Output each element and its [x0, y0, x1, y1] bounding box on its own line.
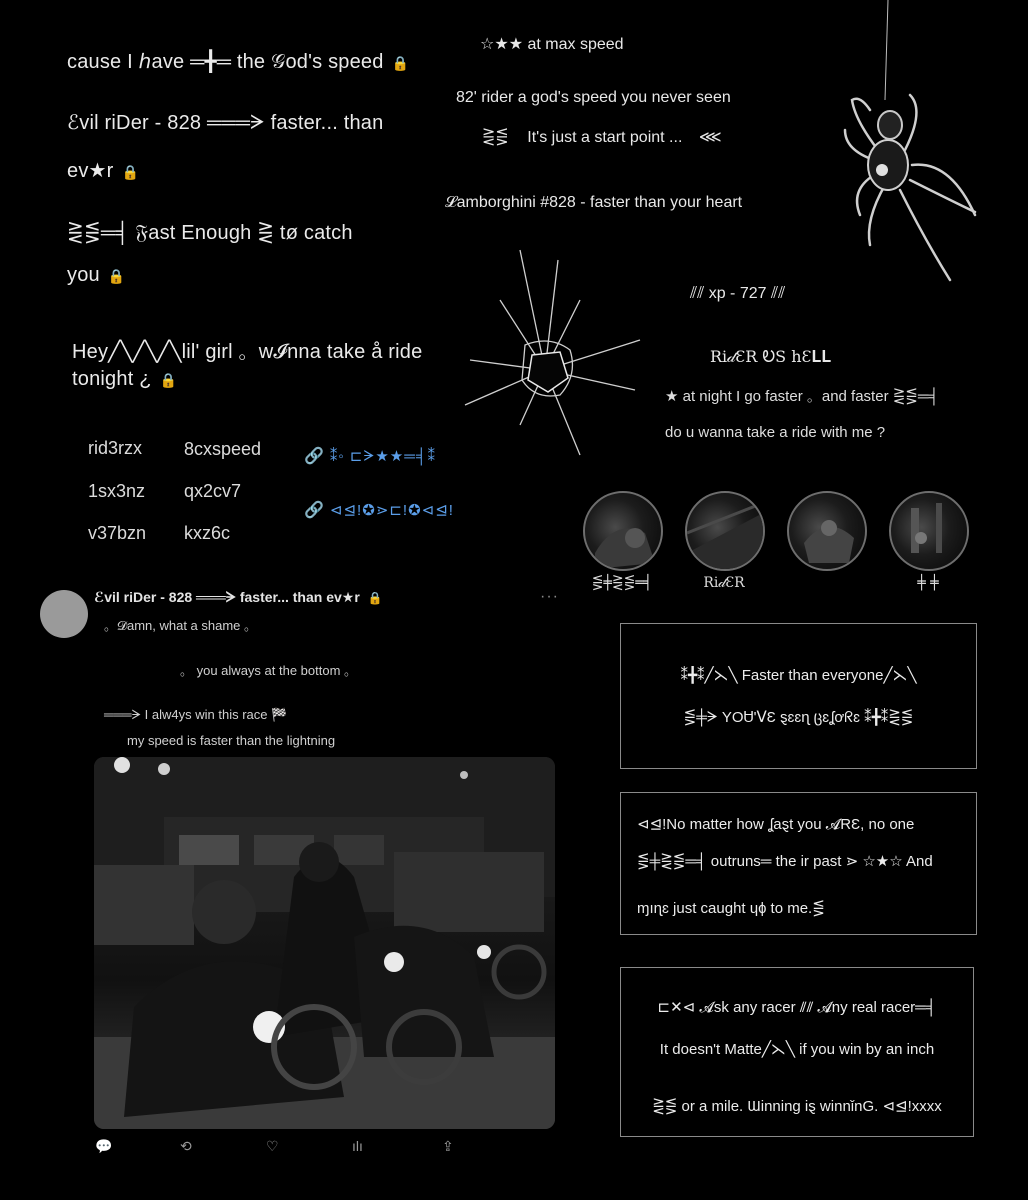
lock-icon: 🔒: [121, 164, 140, 180]
repost-icon[interactable]: ⟲: [180, 1138, 192, 1154]
line-ever: ev★r 🔒: [67, 160, 140, 182]
link-row-1[interactable]: [304, 446, 436, 466]
line-rider-seen: 82' rider a god's speed you never seen: [456, 89, 731, 106]
box-line: ɱıɳɛ just caught ɥɸ to me.⋚: [637, 900, 825, 917]
link-icon: 🔗: [304, 448, 324, 465]
box-line: ⋚╪⋛⋚═╡ outruns═ the ir past ⋗ ☆★☆ And: [637, 853, 933, 870]
name-item: qx2cv7: [184, 481, 242, 501]
post-line: my speed is faster than the lightning: [127, 733, 336, 748]
post-photo-motorcycles[interactable]: [94, 757, 555, 1129]
cracked-glass-icon: [460, 240, 650, 460]
post-line: ═══ᗒ I alw4ys win this race 🏁: [104, 707, 288, 722]
line-hey-girl: Hey╱╲╱╲╱╲lil' girl 。w𝓘nna take å ride: [72, 341, 423, 363]
circle-label: ╪ ╪: [917, 575, 939, 591]
line-start-point: ⋛⋚ It's just a start point ... ⋘: [482, 129, 722, 146]
box-line: It doesn't Matte╱⋋╲ if you win by an inch: [659, 1041, 935, 1058]
name-item: v37bzn: [88, 523, 147, 543]
name-item: kxz6c: [184, 523, 231, 543]
profile-circle-image[interactable]: [685, 491, 765, 571]
box-line: ⋛⋚ or a mile. Ɯinning iȿ winnǐnG. ⊲⊴!xxxx: [652, 1098, 942, 1115]
circle-label: Ri𝒹ƐR: [703, 575, 745, 591]
reply-icon[interactable]: 💬: [95, 1138, 113, 1154]
line-xp: ⫽⫽ xp - 727 ⫽⫽: [690, 285, 786, 302]
lock-icon: 🔒: [367, 591, 383, 605]
line-max-speed: ☆★★ at max speed: [480, 36, 624, 53]
lock-icon: 🔒: [159, 372, 178, 388]
link-row-2[interactable]: [304, 500, 454, 520]
text-box-no-matter: [620, 792, 977, 935]
link-icon: 🔗: [304, 502, 324, 519]
profile-circle-image[interactable]: [787, 491, 867, 571]
line-fast-enough: ⋛⋚═╡ 𝔉ast Enough ⋛ tø catch: [67, 222, 353, 244]
profile-circle-image[interactable]: [583, 491, 663, 571]
spider-icon: [830, 0, 990, 290]
more-options-icon[interactable]: ···: [540, 588, 559, 605]
link-text[interactable]: ⁑◦ ⊏ᗒ★★═╡⁑: [329, 448, 437, 465]
box-line: ⊏✕⊲ 𝓐sk any racer ⫽⫽ 𝓐ny real racer═╡: [657, 999, 937, 1016]
line-gods-speed: cause I ℎave ═╋═ the 𝒢od's speed 🔒: [67, 51, 410, 73]
views-icon[interactable]: ılı: [352, 1138, 363, 1154]
share-icon[interactable]: ⇪: [442, 1138, 454, 1154]
line-tonight: tonight ¿ 🔒: [72, 368, 178, 390]
line-you: you 🔒: [67, 264, 126, 286]
lock-icon: 🔒: [391, 55, 410, 71]
name-item: 8cxspeed: [184, 439, 262, 459]
line-lamborghini: 𝓛amborghini #828 - faster than your heart: [445, 194, 743, 211]
avatar[interactable]: [40, 590, 88, 638]
post-line: 。 you always at the bottom 。: [180, 663, 358, 678]
like-icon[interactable]: ♡: [266, 1138, 279, 1154]
text-box-ask-racer: [620, 967, 974, 1137]
post-line: 。𝓓amn, what a shame 。: [104, 618, 258, 633]
post-author[interactable]: ℰvil riDer - 828 ═══ᗒ faster... than ev★r 🔒: [94, 589, 383, 605]
line-evil-rider: ℰvil riDer - 828 ═══ᗒ faster... than: [67, 112, 384, 134]
profile-circle-image[interactable]: [889, 491, 969, 571]
box-line: ⊲⊴!No matter how ʆaȿt you 𝓐RƐ, no one: [637, 816, 915, 833]
line-ride-with-me: do u wanna take a ride with me ?: [665, 424, 886, 441]
link-text[interactable]: ⊲⊴!✪⋗⊏!✪⊲⊴!: [329, 502, 454, 519]
name-item: 1sx3nz: [88, 481, 146, 501]
text-box-faster: [620, 623, 977, 769]
line-at-night: ★ at night I go faster 。and faster ⋛⋚═╡: [665, 388, 940, 405]
name-item: rid3rzx: [88, 438, 143, 458]
circle-label: ⋚╪⋛⋚═╡: [591, 575, 653, 591]
line-rider-hell: Ri𝒹ƐR ᎧS hƐ𝐋𝐋: [710, 347, 832, 366]
lock-icon: 🔒: [107, 268, 126, 284]
box-line: ⁑╋⁑╱⋋╲ Faster than everyone╱⋋╲: [680, 667, 917, 684]
box-line: ⋚╪ᗒ YOᏌ'ᐯƐ ȿɛɛɳ ცɛʆơᖇɛ ⁑╋⁑⋛⋚: [683, 709, 914, 726]
